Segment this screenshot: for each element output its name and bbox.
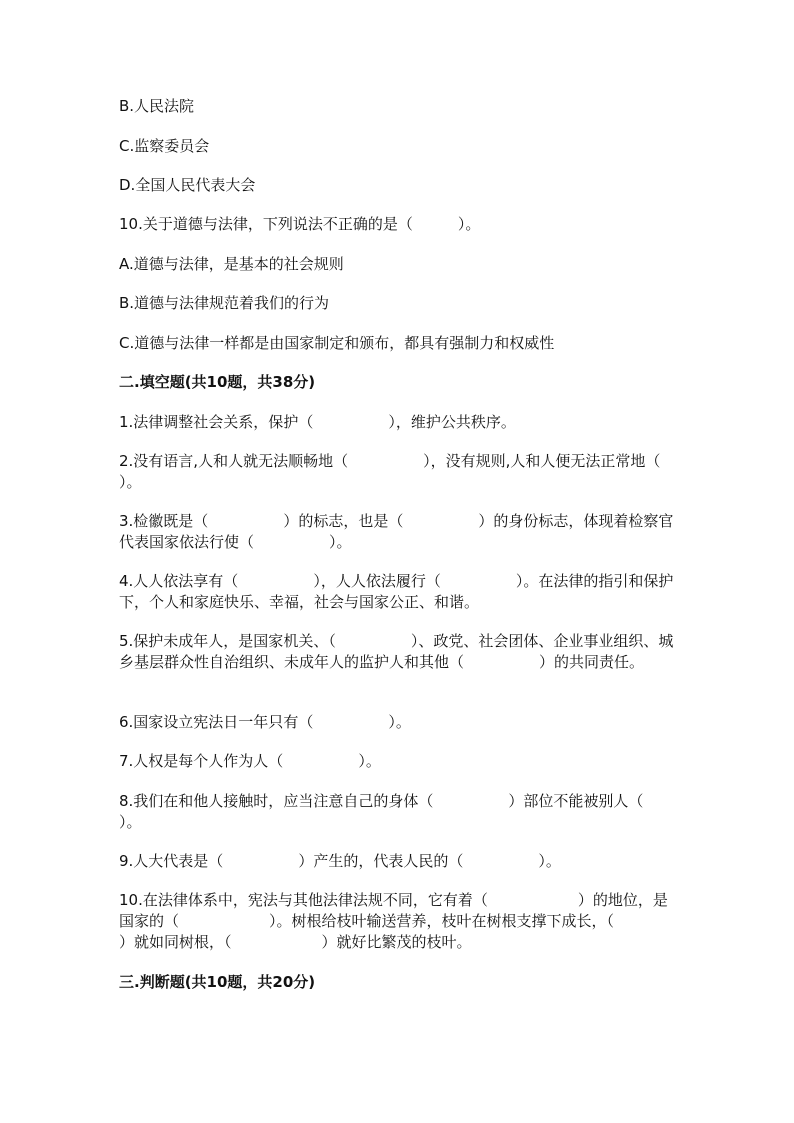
- option-c-prev: C.监察委员会: [119, 137, 210, 155]
- section-3-title: 三.判断题(共10题，共20分): [119, 973, 316, 991]
- fill-item-1: 1.法律调整社会关系，保护（ ），维护公共秩序。: [119, 413, 516, 431]
- fill-item-2: 2.没有语言,人和人就无法顺畅地（ ），没有规则,人和人便无法正常地（ ）。: [119, 452, 736, 491]
- option-b-prev: B.人民法院: [119, 97, 195, 115]
- fill-item-9: 9.人大代表是（ ）产生的，代表人民的（ ）。: [119, 852, 561, 870]
- fill-item-5: 5.保护未成年人，是国家机关、（ ）、政党、社会团体、企业事业组织、城乡基层群众性自治组织、未成年人的监护人和其他（ ）的共同责任。: [119, 632, 674, 671]
- question-10-option-a: A.道德与法律，是基本的社会规则: [119, 255, 344, 273]
- option-d-prev: D.全国人民代表大会: [119, 176, 256, 194]
- fill-item-8: 8.我们在和他人接触时，应当注意自己的身体（ ）部位不能被别人（ ）。: [119, 792, 719, 831]
- fill-item-4: 4.人人依法享有（ ），人人依法履行（ ）。在法律的指引和保护下，个人和家庭快乐、幸福，社会与国家公正、和谐。: [119, 572, 674, 611]
- section-2-title: 二.填空题(共10题，共38分): [119, 373, 316, 391]
- fill-item-3: 3.检徽既是（ ）的标志，也是（ ）的身份标志，体现着检察官代表国家依法行使（ ）。: [119, 512, 674, 551]
- fill-item-10: 10.在法律体系中，宪法与其他法律法规不同，它有着（ ）的地位，是国家的（ ）。树根给枝叶输送营养，枝叶在树根支撑下成长，（ ）就如同树根，（ ）就好比繁茂的枝叶。: [119, 891, 705, 951]
- fill-item-7: 7.人权是每个人作为人（ ）。: [119, 752, 381, 770]
- question-10-option-c: C.道德与法律一样都是由国家制定和颁布，都具有强制力和权威性: [119, 334, 555, 352]
- question-10-stem: 10.关于道德与法律，下列说法不正确的是（ ）。: [119, 215, 481, 233]
- question-10-option-b: B.道德与法律规范着我们的行为: [119, 294, 330, 312]
- fill-item-6: 6.国家设立宪法日一年只有（ ）。: [119, 713, 411, 731]
